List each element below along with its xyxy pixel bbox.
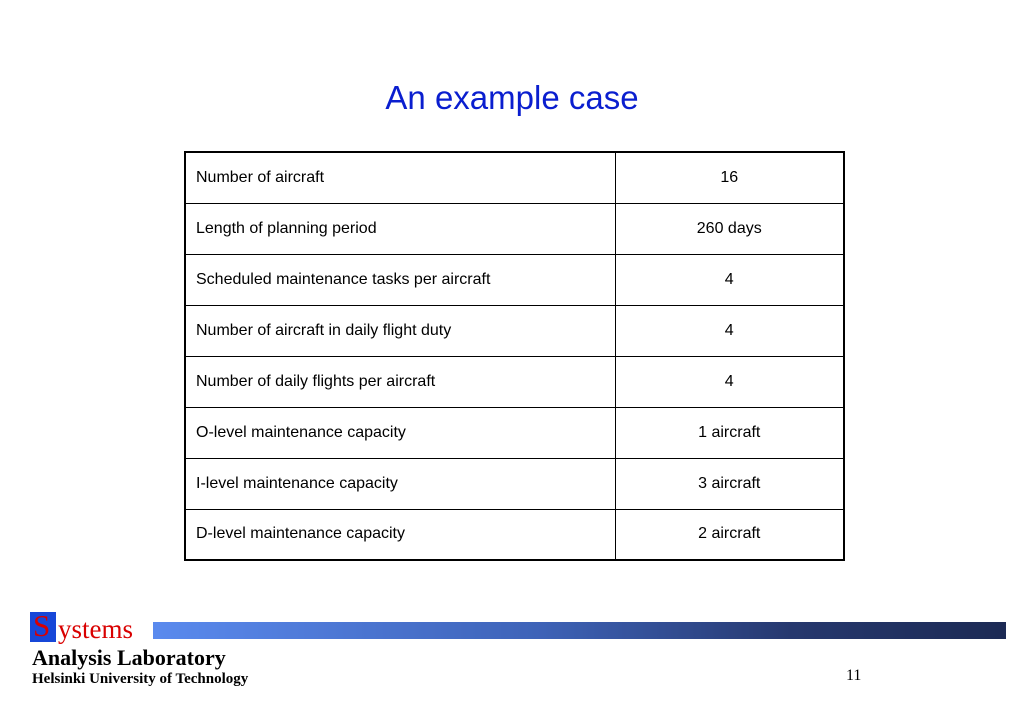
table-row <box>185 509 844 560</box>
row-label: O-level maintenance capacity <box>185 407 615 458</box>
university-name: Helsinki University of Technology <box>32 671 249 687</box>
row-value: 16 <box>615 152 844 203</box>
table-row <box>185 407 844 458</box>
lab-name: Analysis Laboratory <box>32 645 226 670</box>
table-row <box>185 356 844 407</box>
row-label: D-level maintenance capacity <box>185 509 615 560</box>
footer-gradient-bar <box>153 622 1006 639</box>
row-label: Number of aircraft in daily flight duty <box>185 305 615 356</box>
row-value: 4 <box>615 254 844 305</box>
slide-title: An example case <box>385 79 639 116</box>
row-label: Number of aircraft <box>185 152 615 203</box>
row-value: 260 days <box>615 203 844 254</box>
row-label: I-level maintenance capacity <box>185 458 615 509</box>
table-row <box>185 254 844 305</box>
row-label: Length of planning period <box>185 203 615 254</box>
table-row <box>185 458 844 509</box>
row-value: 2 aircraft <box>615 509 844 560</box>
page-number: 11 <box>846 667 862 684</box>
row-value: 4 <box>615 356 844 407</box>
table-row <box>185 203 844 254</box>
case-parameters-table <box>184 151 845 561</box>
row-value: 4 <box>615 305 844 356</box>
logo-s-block <box>30 608 56 643</box>
row-value: 1 aircraft <box>615 407 844 458</box>
row-label: Number of daily flights per aircraft <box>185 356 615 407</box>
row-value: 3 aircraft <box>615 458 844 509</box>
row-label: Scheduled maintenance tasks per aircraft <box>185 254 615 305</box>
table-row <box>185 152 844 203</box>
logo-wordmark: ystems <box>58 614 134 644</box>
table-row <box>185 305 844 356</box>
logo-initial: S <box>33 608 51 643</box>
